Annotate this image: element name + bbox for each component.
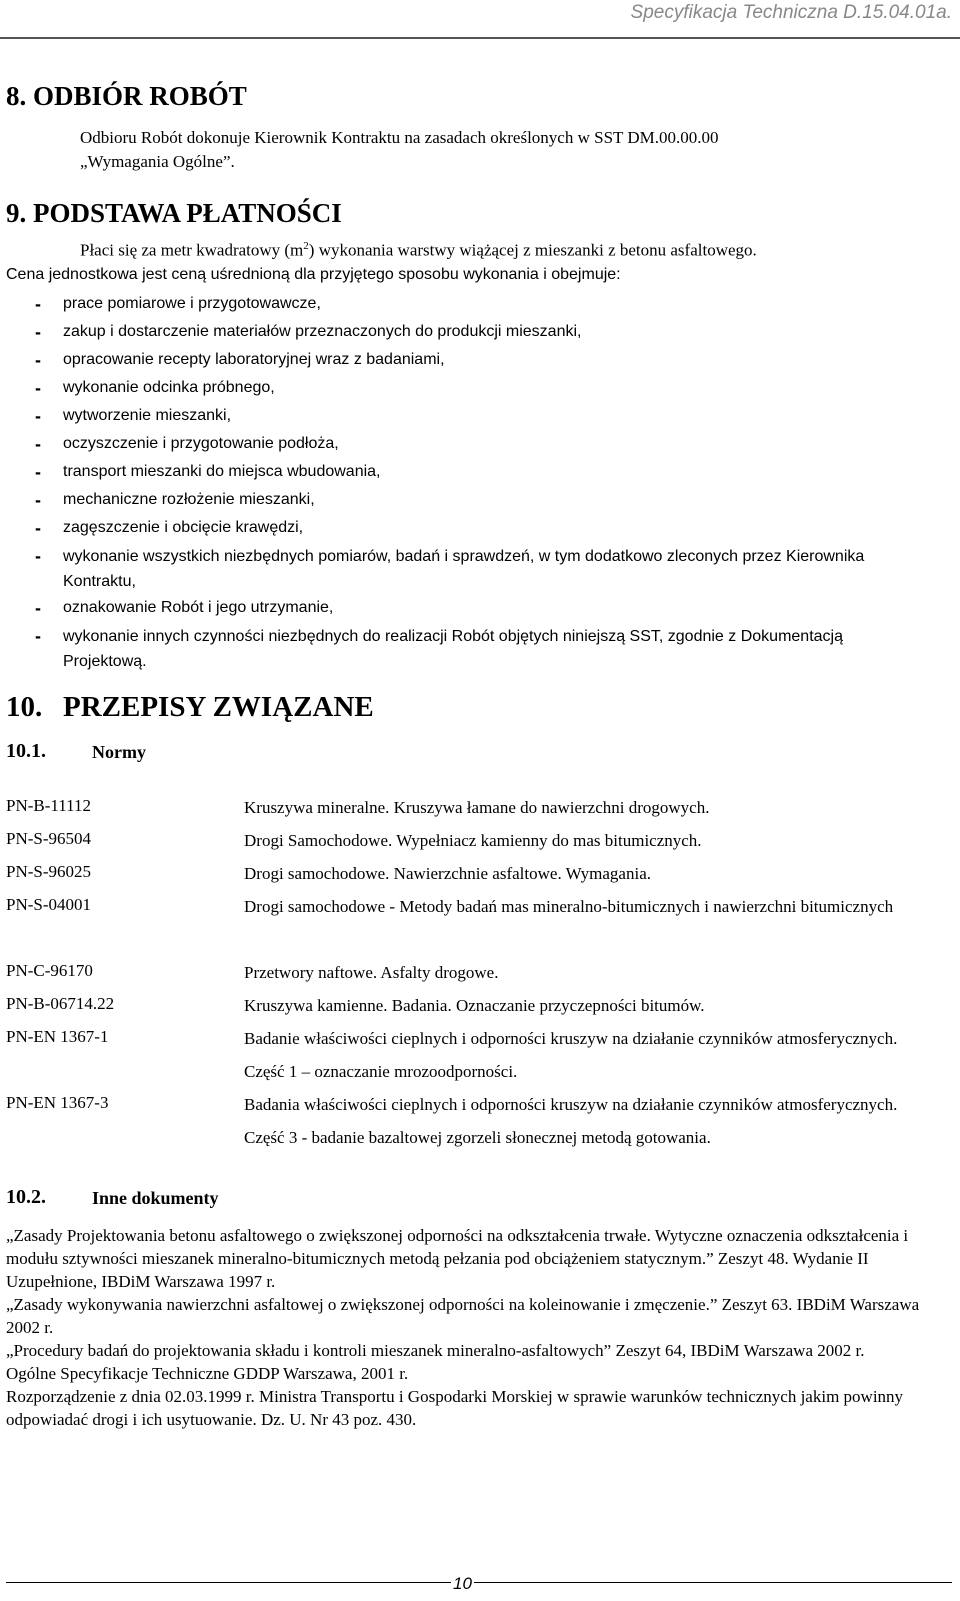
norm-title: Kruszywa kamienne. Badania. Oznaczanie przyczepności bitumów.: [244, 996, 705, 1015]
norm-title: Drogi Samochodowe. Wypełniacz kamienny do mas bitumicznych.: [244, 831, 702, 850]
list-dash: -: [35, 294, 41, 314]
document-entry: Rozporządzenie z dnia 02.03.1999 r. Ministra Transportu i Gospodarki Morskiej w sprawie warunków technicznych jakim powinny odpowiadać drogi i ich usytuowanie. Dz. U. Nr 43 poz. 430.: [6, 1387, 904, 1429]
section-9-superscript: 2: [303, 240, 309, 252]
norm-title: Badanie właściwości cieplnych i odporności kruszyw na działanie czynników atmosferycznych. Część 1 – oznaczanie mrozoodporności.: [244, 1029, 898, 1081]
norm-code: PN-C-96170: [6, 961, 93, 980]
norm-title: Drogi samochodowe - Metody badań mas mineralno-bitumicznych i nawierzchni bitumicznych: [244, 897, 894, 916]
section-9-text-2: Cena jednostkowa jest ceną uśrednioną dla przyjętego sposobu wykonania i obejmuje:: [6, 266, 621, 283]
section-9-text-1-post: ) wykonania warstwy wiążącej z mieszanki z betonu asfaltowego.: [308, 240, 757, 260]
document-entry: „Zasady Projektowania betonu asfaltowego o zwiększonej odporności na odkształcenia trwałe. Wytyczne oznaczenia odkształcenia i modułu sztywności mieszanek mineralno-bitumicznych metodą pełzania pod obciążeniem statycznym.” Zeszyt 48. Wydanie II Uzupełnione, IBDiM Warszawa 1997 r.: [6, 1226, 909, 1291]
list-item: [35, 346, 915, 374]
norm-code: PN-B-11112: [6, 796, 91, 815]
list-item-text: wykonanie odcinka próbnego,: [63, 379, 275, 396]
cost-items-list: [35, 290, 915, 674]
section-10-1-number: 10.1.: [6, 740, 46, 762]
list-item-text: transport mieszanki do miejsca wbudowania,: [63, 463, 381, 480]
list-item-text: wykonanie innych czynności niezbędnych do realizacji Robót objętych niniejszą SST, zgodnie z Dokumentacją Projektową.: [63, 628, 843, 670]
section-10-heading: PRZEPISY ZWIĄZANE: [63, 691, 374, 723]
document-entry: „Zasady wykonywania nawierzchni asfaltowej o zwiększonej odporności na koleinowanie i zmęczenie.” Zeszyt 63. IBDiM Warszawa 2002 r.: [6, 1295, 920, 1337]
norm-title: Kruszywa mineralne. Kruszywa łamane do nawierzchni drogowych.: [244, 798, 710, 817]
section-10-1-title: Normy: [92, 742, 146, 762]
list-item-text: zakup i dostarczenie materiałów przeznaczonych do produkcji mieszanki,: [63, 323, 582, 340]
list-dash: -: [35, 434, 41, 454]
list-item: [35, 402, 915, 430]
list-dash: -: [35, 546, 41, 566]
list-item-text: oznakowanie Robót i jego utrzymanie,: [63, 599, 334, 616]
header-rule: [0, 37, 960, 39]
document-entry: „Procedury badań do projektowania składu i kontroli mieszanek mineralno-asfaltowych” Zeszyt 64, IBDiM Warszawa 2002 r.: [6, 1341, 865, 1360]
list-item: [35, 374, 915, 402]
list-dash: -: [35, 462, 41, 482]
list-dash: -: [35, 406, 41, 426]
list-item: [35, 486, 915, 514]
list-item-text: wykonanie wszystkich niezbędnych pomiarów, badań i sprawdzeń, w tym dodatkowo zleconych przez Kierownika Kontraktu,: [63, 548, 865, 590]
list-dash: -: [35, 518, 41, 538]
list-item: [35, 624, 915, 674]
list-item-text: zagęszczenie i obcięcie krawędzi,: [63, 519, 304, 536]
list-item: [35, 458, 915, 486]
list-item: [35, 514, 915, 542]
section-9-text-1-pre: Płaci się za metr kwadratowy (m: [80, 240, 304, 260]
norm-title: Badania właściwości cieplnych i odporności kruszyw na działanie czynników atmosferycznych. Część 3 - badanie bazaltowej zgorzeli słonecznej metodą gotowania.: [244, 1095, 898, 1147]
list-item-text: oczyszczenie i przygotowanie podłoża,: [63, 435, 339, 452]
list-item: [35, 290, 915, 318]
norm-code: PN-S-96504: [6, 829, 92, 848]
list-item: [35, 544, 915, 594]
norm-code: PN-S-96025: [6, 862, 92, 881]
other-documents: [6, 1224, 926, 1431]
list-item: [35, 318, 915, 346]
list-item-text: wytworzenie mieszanki,: [63, 407, 232, 424]
section-10-2-title: Inne dokumenty: [92, 1188, 219, 1208]
list-item-text: opracowanie recepty laboratoryjnej wraz z badaniami,: [63, 351, 445, 368]
section-9-text-1: [80, 240, 757, 261]
norm-code: PN-EN 1367-1: [6, 1027, 109, 1046]
norm-code: PN-B-06714.22: [6, 994, 115, 1013]
norm-title: Drogi samochodowe. Nawierzchnie asfaltowe. Wymagania.: [244, 864, 651, 883]
document-entry: Ogólne Specyfikacje Techniczne GDDP Warszawa, 2001 r.: [6, 1364, 409, 1383]
section-10-number: 10.: [6, 691, 43, 723]
section-9-heading: 9. PODSTAWA PŁATNOŚCI: [6, 198, 342, 228]
list-item-text: prace pomiarowe i przygotowawcze,: [63, 295, 321, 312]
norm-code: PN-EN 1367-3: [6, 1093, 109, 1112]
section-8-text-1: Odbioru Robót dokonuje Kierownik Kontraktu na zasadach określonych w SST DM.00.00.00: [80, 128, 719, 147]
list-dash: -: [35, 626, 41, 646]
norm-title: Przetwory naftowe. Asfalty drogowe.: [244, 963, 499, 982]
list-dash: -: [35, 378, 41, 398]
list-item: [35, 430, 915, 458]
page-number: 10: [453, 1574, 472, 1593]
section-8-text-2: „Wymagania Ogólne”.: [80, 152, 235, 171]
list-dash: -: [35, 598, 41, 618]
header-title: Specyfikacja Techniczna D.15.04.01a.: [630, 2, 952, 23]
norm-code: PN-S-04001: [6, 895, 92, 914]
section-8-heading: 8. ODBIÓR ROBÓT: [6, 81, 247, 111]
list-dash: -: [35, 322, 41, 342]
list-item-text: mechaniczne rozłożenie mieszanki,: [63, 491, 315, 508]
list-item: [35, 594, 915, 622]
list-dash: -: [35, 350, 41, 370]
footer-rule: [6, 1582, 952, 1583]
list-dash: -: [35, 490, 41, 510]
section-10-2-number: 10.2.: [6, 1186, 46, 1208]
